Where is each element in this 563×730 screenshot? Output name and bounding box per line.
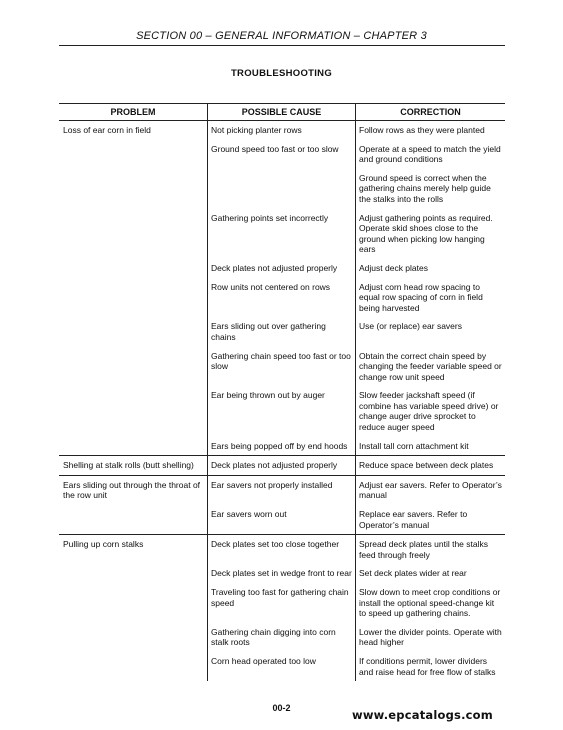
problem-group <box>59 535 505 681</box>
table-header-row <box>59 103 505 121</box>
correction-cell: Ground speed is correct when the gathering chains merely help guide the stalks into the rolls <box>355 169 505 209</box>
table-row <box>207 623 505 652</box>
table-row <box>207 564 505 583</box>
problem-group <box>59 121 505 456</box>
table-row <box>207 140 505 169</box>
table-row <box>207 535 505 564</box>
problem-group <box>59 476 505 535</box>
section-header: SECTION 00 – GENERAL INFORMATION – CHAPTER 3 <box>136 30 427 42</box>
table-row <box>207 317 505 346</box>
header-divider <box>59 45 505 46</box>
cause-cell: Deck plates set too close together <box>207 535 355 564</box>
cause-cell: Gathering chain speed too fast or too slow <box>207 347 355 387</box>
table-row <box>207 386 505 436</box>
cause-cell: Ear savers worn out <box>207 505 355 534</box>
table-row <box>207 583 505 623</box>
correction-cell: Install tall corn attachment kit <box>355 437 505 456</box>
table-row <box>207 456 505 475</box>
cause-cell: Deck plates not adjusted properly <box>207 456 355 475</box>
cause-cell: Ear being thrown out by auger <box>207 386 355 436</box>
correction-cell: Adjust deck plates <box>355 259 505 278</box>
cause-cell: Traveling too fast for gathering chain speed <box>207 583 355 623</box>
page-number: 00-2 <box>272 703 291 713</box>
problem-group <box>59 456 505 476</box>
table-row <box>207 347 505 387</box>
cause-cell: Corn head operated too low <box>207 652 355 681</box>
table-row <box>207 278 505 318</box>
correction-cell: Adjust ear savers. Refer to Operator’s manual <box>355 476 505 505</box>
correction-cell: If conditions permit, lower dividers and raise head for free flow of stalks <box>355 652 505 681</box>
troubleshooting-table <box>59 103 505 681</box>
cause-cell <box>207 169 355 209</box>
cause-cell: Deck plates set in wedge front to rear <box>207 564 355 583</box>
correction-cell: Operate at a speed to match the yield and ground conditions <box>355 140 505 169</box>
correction-cell: Reduce space between deck plates <box>355 456 505 475</box>
problem-cell: Ears sliding out through the throat of the row unit <box>63 479 201 501</box>
correction-cell: Follow rows as they were planted <box>355 121 505 140</box>
correction-cell: Adjust corn head row spacing to equal row spacing of corn in field being harvested <box>355 278 505 318</box>
cause-cell: Deck plates not adjusted properly <box>207 259 355 278</box>
cause-cell: Ears sliding out over gathering chains <box>207 317 355 346</box>
table-body <box>59 121 505 681</box>
problem-cell: Loss of ear corn in field <box>63 125 151 135</box>
column-header-problem: PROBLEM <box>110 106 156 117</box>
correction-cell: Spread deck plates until the stalks feed through freely <box>355 535 505 564</box>
table-row <box>207 169 505 209</box>
cause-cell: Ear savers not properly installed <box>207 476 355 505</box>
table-row <box>207 505 505 534</box>
problem-cell: Pulling up corn stalks <box>63 539 144 550</box>
page-title: TROUBLESHOOTING <box>230 68 333 79</box>
table-row <box>207 121 505 140</box>
cause-cell: Row units not centered on rows <box>207 278 355 318</box>
column-header-correction: CORRECTION <box>355 104 505 120</box>
table-row <box>207 437 505 456</box>
correction-cell: Adjust gathering points as required. Operate skid shoes close to the ground when picking low hanging ears <box>355 209 505 259</box>
correction-cell: Obtain the correct chain speed by changing the feeder variable speed or change row unit speed <box>355 347 505 387</box>
correction-cell: Replace ear savers. Refer to Operator’s manual <box>355 505 505 534</box>
correction-cell: Use (or replace) ear savers <box>355 317 505 346</box>
cause-correction-list <box>207 535 505 681</box>
cause-cell: Ground speed too fast or too slow <box>207 140 355 169</box>
cause-cell: Gathering points set incorrectly <box>207 209 355 259</box>
problem-cell: Shelling at stalk rolls (butt shelling) <box>63 460 194 471</box>
table-row <box>207 259 505 278</box>
cause-cell: Ears being popped off by end hoods <box>207 437 355 456</box>
cause-cell: Gathering chain digging into corn stalk roots <box>207 623 355 652</box>
table-row <box>207 209 505 259</box>
cause-cell: Not picking planter rows <box>207 121 355 140</box>
correction-cell: Set deck plates wider at rear <box>355 564 505 583</box>
cause-correction-list <box>207 121 505 455</box>
watermark: www.epcatalogs.com <box>352 708 493 722</box>
table-row <box>207 652 505 681</box>
column-header-cause: POSSIBLE CAUSE <box>207 104 355 120</box>
table-row <box>207 476 505 505</box>
cause-correction-list <box>207 456 505 475</box>
correction-cell: Lower the divider points. Operate with head higher <box>355 623 505 652</box>
cause-correction-list <box>207 476 505 534</box>
correction-cell: Slow feeder jackshaft speed (if combine has variable speed drive) or change auger drive sprocket to reduce auger speed <box>355 386 505 436</box>
correction-cell: Slow down to meet crop conditions or install the optional speed-change kit to speed up gathering chains. <box>355 583 505 623</box>
